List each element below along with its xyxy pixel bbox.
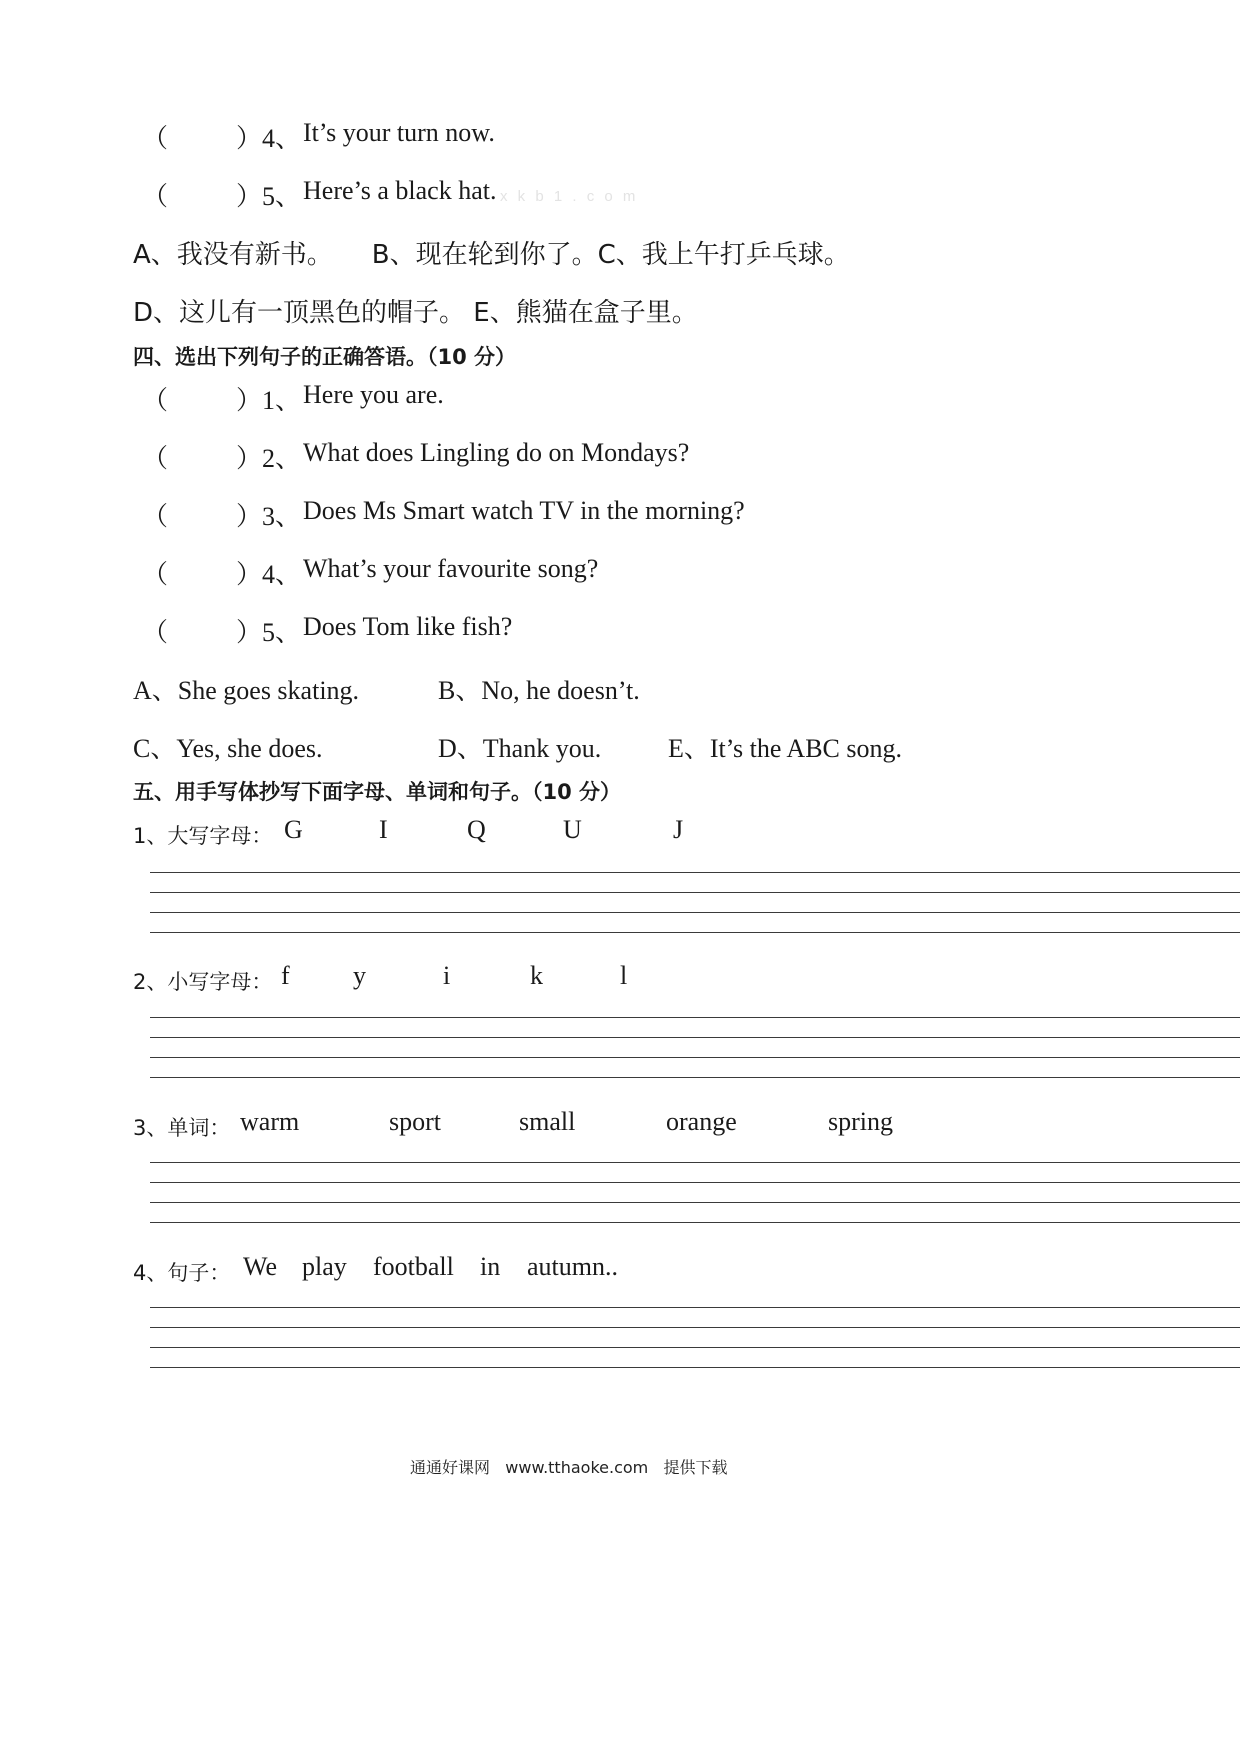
letter: k [530,961,543,990]
letter: U [563,815,582,844]
task-label: 2、小写字母： [133,970,273,994]
word: orange [666,1107,737,1136]
guide-line [150,892,1240,893]
answer-paren-open[interactable]: （ [142,502,169,531]
task-label: 3、单词： [133,1116,231,1140]
word: play [302,1252,347,1281]
guide-line [150,1307,1240,1308]
letter: Q [467,815,486,844]
letter: i [443,961,451,990]
letter: J [673,815,684,844]
task-label: 1、大写字母： [133,824,273,848]
section-heading: 五、用手写体抄写下面字母、单词和句子。（10 分） [133,780,622,804]
guide-line [150,1222,1240,1223]
item-number: ）5、 [236,182,302,211]
handwriting-lines[interactable] [150,1017,1240,1079]
guide-line [150,1182,1240,1183]
answer-option-c: C、Yes, she does. [133,734,323,763]
guide-line [150,1077,1240,1078]
word: small [519,1107,576,1136]
answer-option-e: E、It’s the ABC song. [668,734,903,763]
guide-line [150,1347,1240,1348]
word: We [243,1252,277,1281]
answer-paren-open[interactable]: （ [142,560,169,589]
item-number: ）5、 [236,618,302,647]
letter: y [353,961,366,990]
footer-site-name: 通通好课网 [410,1458,491,1477]
item-text: Here you are. [303,380,444,409]
item-number: ）4、 [236,560,302,589]
word: in [480,1252,501,1281]
watermark: x k b 1 . c o m [500,188,639,205]
answer-paren-open[interactable]: （ [142,618,169,647]
footer-note: 提供下载 [663,1458,728,1477]
guide-line [150,1017,1240,1018]
handwriting-lines[interactable] [150,872,1240,934]
word: warm [240,1107,300,1136]
answer-paren-open[interactable]: （ [142,386,169,415]
guide-line [150,1057,1240,1058]
guide-line [150,872,1240,873]
letter: G [284,815,303,844]
item-text: Here’s a black hat. [303,176,497,205]
item-number: ）3、 [236,502,302,531]
word: football [373,1252,454,1281]
item-text: What does Lingling do on Mondays? [303,438,690,467]
word: sport [389,1107,441,1136]
word: spring [828,1107,893,1136]
handwriting-lines[interactable] [150,1162,1240,1224]
item-text: Does Tom like fish? [303,612,513,641]
task-label: 4、句子： [133,1261,231,1285]
answer-option-d: D、Thank you. [438,734,602,763]
letter: l [620,961,628,990]
handwriting-lines[interactable] [150,1307,1240,1369]
letter: f [281,961,290,990]
guide-line [150,1202,1240,1203]
guide-line [150,912,1240,913]
guide-line [150,1367,1240,1368]
guide-line [150,932,1240,933]
guide-line [150,1327,1240,1328]
item-text: What’s your favourite song? [303,554,599,583]
word: autumn.. [527,1252,618,1281]
guide-line [150,1037,1240,1038]
options-line: D、这儿有一顶黑色的帽子。 E、熊猫在盒子里。 [133,298,698,328]
answer-paren-open[interactable]: （ [142,124,169,153]
item-number: ）2、 [236,444,302,473]
answer-option-b: B、No, he doesn’t. [438,676,640,705]
letter: I [379,815,388,844]
answer-option-a: A、She goes skating. [133,676,360,705]
options-line: A、我没有新书。 B、现在轮到你了。C、我上午打乒乓球。 [133,240,850,270]
page-footer [410,1455,728,1478]
guide-line [150,1162,1240,1163]
answer-paren-open[interactable]: （ [142,444,169,473]
footer-url[interactable]: www.tthaoke.com [505,1458,649,1477]
item-text: Does Ms Smart watch TV in the morning? [303,496,745,525]
answer-paren-open[interactable]: （ [142,182,169,211]
item-number: ）4、 [236,124,302,153]
item-number: ）1、 [236,386,302,415]
section-heading: 四、选出下列句子的正确答语。（10 分） [133,345,517,369]
item-text: It’s your turn now. [303,118,495,147]
